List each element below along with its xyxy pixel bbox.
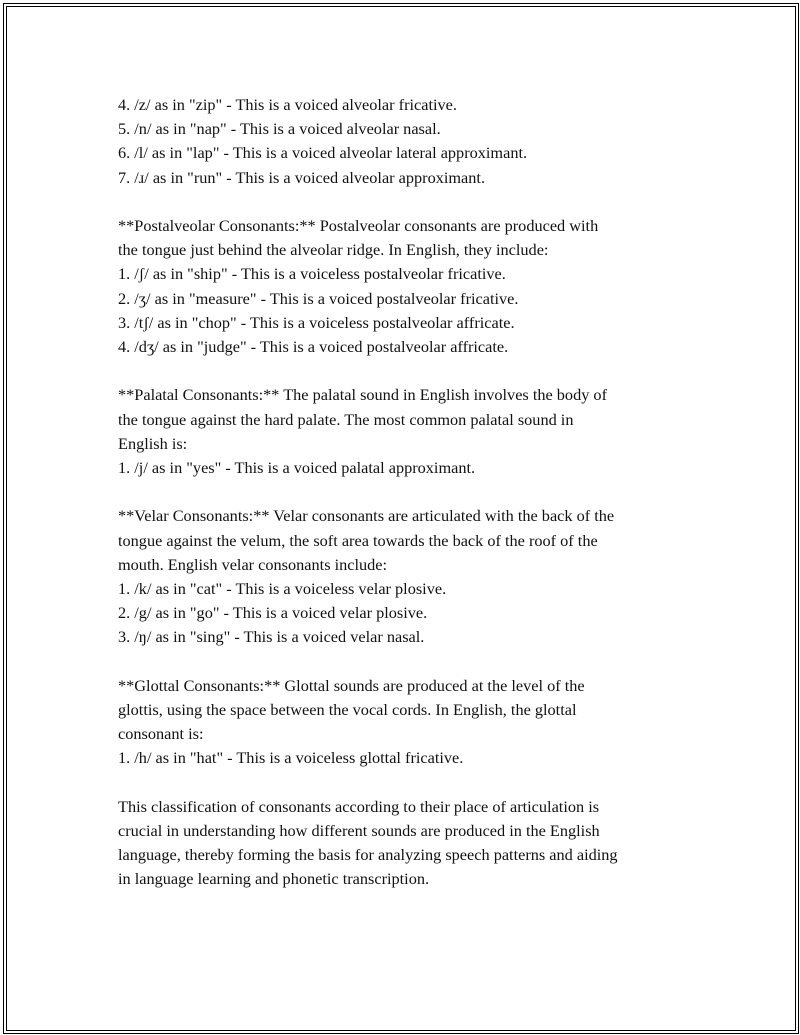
conclusion-line: language, thereby forming the basis for analyzing speech patterns and aiding [118,845,618,865]
velar-section [118,504,693,649]
conclusion-line: This classification of consonants according to their place of articulation is [118,796,600,816]
list-item: 1. /ʃ/ as in "ship" - This is a voiceless postalveolar fricative. [118,264,506,284]
section-intro-line: **Postalveolar Consonants:** Postalveolar consonants are produced with [118,216,599,235]
alveolar-list [118,93,693,190]
list-item: 7. /ɹ/ as in "run" - This is a voiced alveolar approximant. [118,167,486,187]
section-intro-line: mouth. English velar consonants include: [118,554,388,574]
list-item: 3. /ŋ/ as in "sing" - This is a voiced velar nasal. [118,627,425,647]
section-intro-line: consonant is: [118,724,204,744]
postalveolar-section [118,214,693,359]
palatal-section [118,383,693,480]
section-intro-line: tongue against the velum, the soft area towards the back of the roof of the [118,530,598,550]
list-item: 2. /ʒ/ as in "measure" - This is a voiced postalveolar fricative. [118,288,519,308]
document-body [118,93,693,916]
section-intro-line: **Velar Consonants:** Velar consonants are articulated with the back of the [118,506,615,526]
section-intro-line: **Glottal Consonants:** Glottal sounds are produced at the level of the [118,675,585,695]
list-item: 5. /n/ as in "nap" - This is a voiced alveolar nasal. [118,119,441,139]
conclusion-line: in language learning and phonetic transcription. [118,869,430,889]
list-item: 1. /h/ as in "hat" - This is a voiceless glottal fricative. [118,748,464,768]
section-intro-line: glottis, using the space between the vocal cords. In English, the glottal [118,700,577,720]
list-item: 1. /k/ as in "cat" - This is a voiceless velar plosive. [118,579,447,599]
section-intro-line: **Palatal Consonants:** The palatal sound in English involves the body of [118,385,607,405]
list-item: 4. /dʒ/ as in "judge" - This is a voiced postalveolar affricate. [118,337,509,357]
glottal-section [118,674,693,771]
conclusion-line: crucial in understanding how different sounds are produced in the English [118,821,600,841]
section-intro-line: English is: [118,433,188,453]
list-item: 1. /j/ as in "yes" - This is a voiced palatal approximant. [118,458,476,478]
list-item: 3. /tʃ/ as in "chop" - This is a voiceless postalveolar affricate. [118,312,515,332]
conclusion-paragraph [118,795,693,892]
list-item: 4. /z/ as in "zip" - This is a voiced alveolar fricative. [118,95,457,114]
section-intro-line: the tongue against the hard palate. The most common palatal sound in [118,409,574,429]
list-item: 6. /l/ as in "lap" - This is a voiced alveolar lateral approximant. [118,143,528,163]
section-intro-line: the tongue just behind the alveolar ridge. In English, they include: [118,240,549,260]
list-item: 2. /g/ as in "go" - This is a voiced velar plosive. [118,603,428,623]
